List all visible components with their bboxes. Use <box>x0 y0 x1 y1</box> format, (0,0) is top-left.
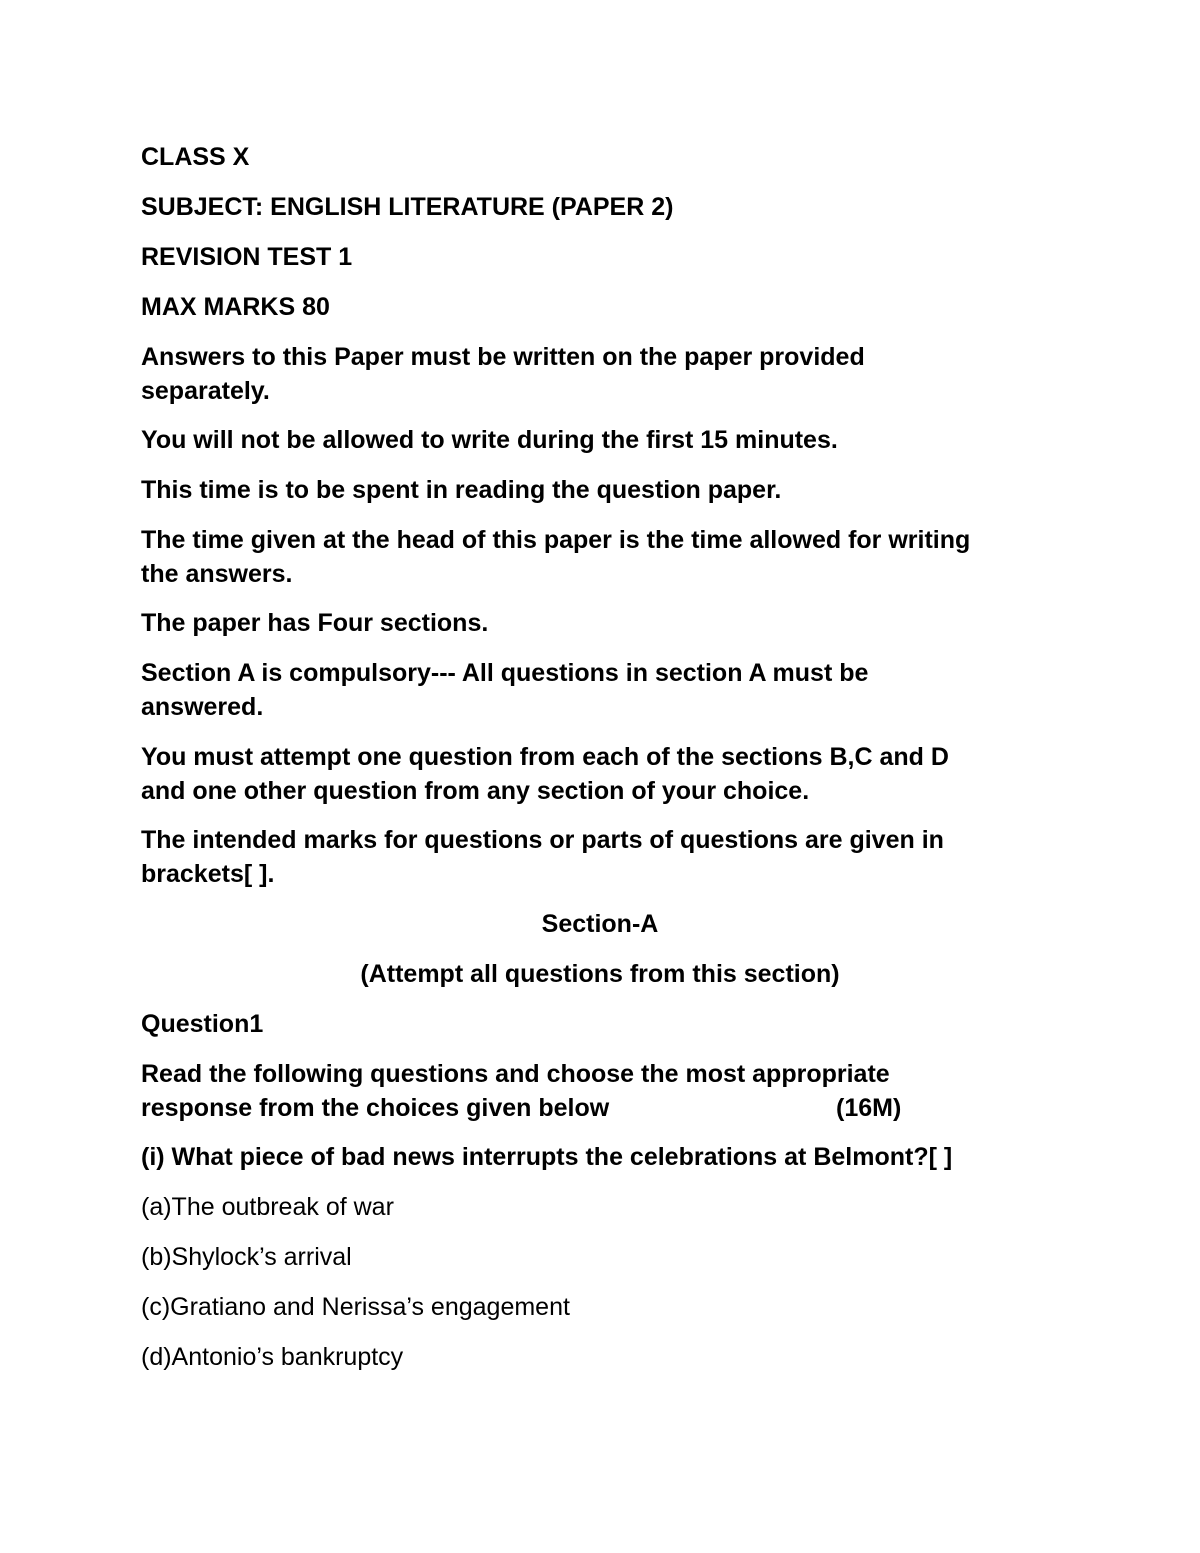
question-prompt-line1: Read the following questions and choose the most appropriate <box>141 1060 890 1088</box>
instruction-four-sections: The paper has Four sections. <box>141 609 489 637</box>
instruction-answers-line1: Answers to this Paper must be written on the paper provided <box>141 343 865 371</box>
instruction-no-write: You will not be allowed to write during the first 15 minutes. <box>141 426 838 454</box>
instruction-marks-line2: brackets[ ]. <box>141 860 275 888</box>
instruction-reading-time: This time is to be spent in reading the question paper. <box>141 476 782 504</box>
max-marks-label: MAX MARKS 80 <box>141 293 330 321</box>
instruction-attempt-line1: You must attempt one question from each of the sections B,C and D <box>141 743 949 771</box>
instruction-section-a-line2: answered. <box>141 693 264 721</box>
test-label: REVISION TEST 1 <box>141 243 353 271</box>
option-b: (b)Shylock’s arrival <box>141 1243 352 1271</box>
question-item-i: (i) What piece of bad news interrupts the celebrations at Belmont?[ ] <box>141 1143 953 1171</box>
class-label: CLASS X <box>141 143 250 171</box>
section-subtitle: (Attempt all questions from this section) <box>360 960 840 988</box>
option-d: (d)Antonio’s bankruptcy <box>141 1343 404 1371</box>
section-title: Section-A <box>541 910 659 938</box>
option-c: (c)Gratiano and Nerissa’s engagement <box>141 1293 570 1321</box>
question-title: Question1 <box>141 1010 264 1038</box>
subject-label: SUBJECT: ENGLISH LITERATURE (PAPER 2) <box>141 193 674 221</box>
instruction-marks-line1: The intended marks for questions or parts of questions are given in <box>141 826 944 854</box>
instruction-section-a-line1: Section A is compulsory--- All questions in section A must be <box>141 659 869 687</box>
instruction-time-given-line1: The time given at the head of this paper is the time allowed for writing <box>141 526 971 554</box>
option-a: (a)The outbreak of war <box>141 1193 394 1221</box>
question-marks: (16M) <box>836 1094 902 1122</box>
question-prompt-line2: response from the choices given below <box>141 1094 610 1122</box>
instruction-time-given-line2: the answers. <box>141 560 293 588</box>
instruction-answers-line2: separately. <box>141 377 270 405</box>
instruction-attempt-line2: and one other question from any section of your choice. <box>141 777 810 805</box>
